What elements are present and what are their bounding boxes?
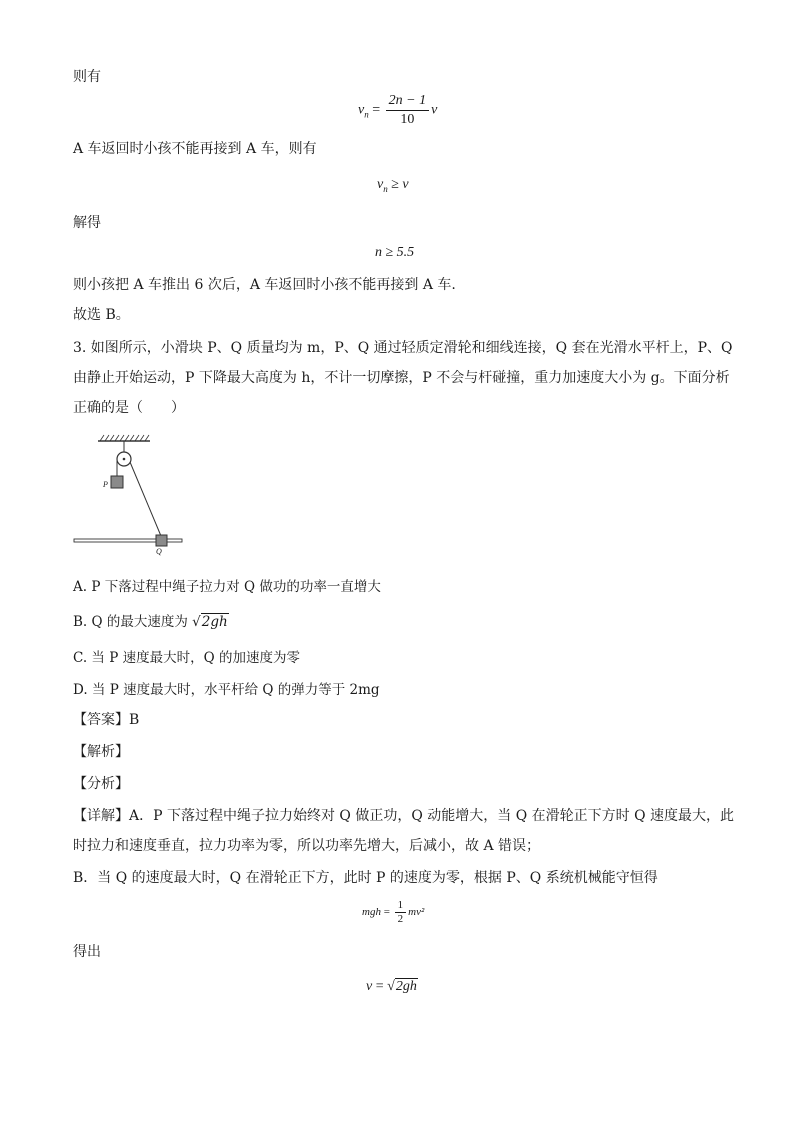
- analysis-label: 【解析】: [73, 744, 129, 760]
- equation-v-sqrt: [366, 977, 418, 997]
- eq2-rhs-var: v: [402, 177, 409, 192]
- text-then-have: 则有: [73, 69, 101, 85]
- eq2-lhs-var: v: [377, 177, 384, 192]
- option-a: A. P 下落过程中绳子拉力对 Q 做功的功率一直增大: [73, 579, 381, 595]
- block-p: [111, 476, 123, 488]
- option-c: C. 当 P 速度最大时，Q 的加速度为零: [73, 650, 300, 666]
- equation-vn: [358, 92, 437, 129]
- option-b-text: B. Q 的最大速度为: [73, 614, 193, 630]
- eq1-lhs-var: v: [358, 102, 365, 118]
- text-conclusion: 则小孩把 A 车推出 6 次后，A 车返回时小孩不能再接到 A 车.: [73, 277, 456, 293]
- eq2-relation: ≥: [387, 177, 403, 192]
- label-p: P: [103, 480, 108, 489]
- eq4-lhs: mgh: [362, 906, 381, 919]
- option-b-sqrt: √2gh: [192, 614, 228, 630]
- option-b: [73, 612, 229, 632]
- eq4-numerator: 1: [395, 899, 407, 913]
- eq5-radicand: 2gh: [395, 979, 417, 994]
- pulley-figure: [70, 433, 190, 558]
- equation-vn-ge-v: [377, 175, 409, 199]
- question-3-line-2: 由静止开始运动，P 下降最大高度为 h，不计一切摩擦，P 不会与杆碰撞，重力加速度大小为 g。下面分析: [73, 370, 730, 386]
- pulley-axle: [123, 458, 126, 461]
- answer-value: B: [129, 712, 140, 728]
- option-b-radicand: 2gh: [201, 614, 228, 630]
- text-a-car-return: A 车返回时小孩不能再接到 A 车，则有: [73, 141, 317, 157]
- eq1-numerator: 2n − 1: [386, 92, 429, 111]
- eq5-sqrt: √2gh: [387, 979, 417, 994]
- eq1-rhs-var: v: [431, 102, 438, 118]
- eq5-equals: =: [372, 979, 388, 994]
- string-to-q: [130, 462, 161, 536]
- ceiling-hatch: [100, 435, 149, 441]
- eq4-rhs: mv²: [408, 906, 425, 919]
- option-d: D. 当 P 速度最大时，水平杆给 Q 的弹力等于 2mg: [73, 682, 380, 698]
- eq1-equals: =: [368, 102, 384, 118]
- eq4-equals: =: [380, 906, 393, 919]
- equation-energy: [362, 899, 424, 926]
- label-q: Q: [156, 547, 162, 556]
- text-solve: 解得: [73, 215, 101, 231]
- detail-line-1: 【详解】A．P 下落过程中绳子拉力始终对 Q 做正功，Q 动能增大，当 Q 在滑轮正下方时 Q 速度最大，此: [73, 808, 735, 824]
- block-q: [156, 535, 167, 546]
- eq1-lhs-sub: n: [364, 109, 369, 120]
- fenxi-label: 【分析】: [73, 776, 129, 792]
- text-get: 得出: [73, 944, 101, 960]
- eq4-fraction: [395, 899, 407, 926]
- eq1-fraction: [386, 92, 429, 129]
- detail-line-2: 时拉力和速度垂直，拉力功率为零，所以功率先增大，后减小，故 A 错误；: [73, 838, 541, 854]
- answer-label: 【答案】: [73, 712, 129, 728]
- detail-line-3: B．当 Q 的速度最大时，Q 在滑轮正下方，此时 P 的速度为零，根据 P、Q 系统机械能守恒得: [73, 870, 658, 886]
- eq1-denominator: 10: [400, 112, 415, 127]
- equation-n-ge: n ≥ 5.5: [375, 245, 415, 260]
- eq2-lhs-sub: n: [383, 184, 388, 194]
- question-3-line-3: 正确的是（ ）: [73, 400, 185, 416]
- answer-line: [73, 710, 139, 730]
- eq5-lhs: v: [366, 979, 373, 994]
- question-3-line-1: 3. 如图所示，小滑块 P、Q 质量均为 m，P、Q 通过轻质定滑轮和细线连接，Q 套在光滑水平杆上，P、Q: [73, 340, 733, 356]
- text-choose-b: 故选 B。: [73, 307, 130, 323]
- eq4-denominator: 2: [397, 913, 404, 925]
